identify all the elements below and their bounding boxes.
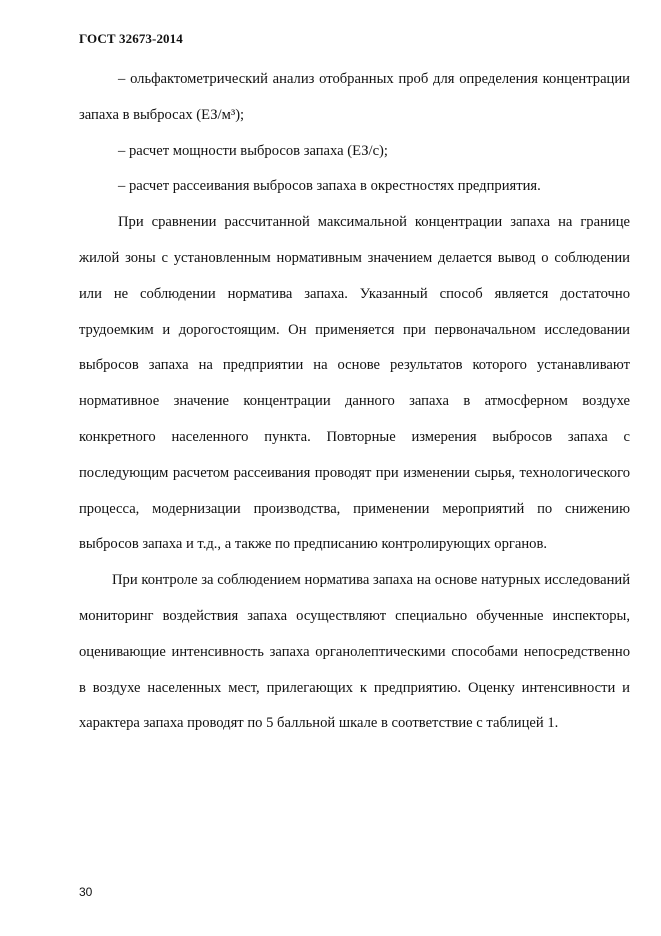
list-item-emission-rate: – расчет мощности выбросов запаха (ЕЗ/с); [118, 142, 388, 159]
document-body [79, 62, 630, 742]
paragraph-comparison: При сравнении рассчитанной максимальной концентрации запаха на границе жилой зоны с установленным нормативным значением делается вывод о соблюдении или не соблюдении норматива запаха. Указанный способ является достаточно трудоемким и дорогостоящим. Он применяется при первоначальном исследовании выбросов запаха на предприятии на основе результатов которого устанавливают нормативное значение концентрации данного запаха в атмосферном воздухе конкретного населенного пункта. Повторные измерения выбросов запаха с последующим расчетом рассеивания проводят при изменении сырья, технологического процесса, модернизации производства, применении мероприятий по снижению выбросов запаха и т.д., а также по предписанию контролирующих органов. [79, 214, 630, 553]
paragraph-monitoring: При контроле за соблюдением норматива запаха на основе натурных исследований мониторинг воздействия запаха осуществляют специально обученные инспекторы, оценивающие интенсивность запаха органолептическими способами непосредственно в воздухе населенных мест, прилегающих к предприятию. Оценку интенсивности и характера запаха проводят по 5 балльной шкале в соответствие с таблицей 1. [79, 572, 630, 732]
page-number: 30 [79, 885, 93, 899]
document-header: ГОСТ 32673-2014 [79, 31, 183, 46]
list-item-olfactometric-analysis: – ольфактометрический анализ отобранных проб для определения концентрации запаха в выбросах (ЕЗ/м³); [79, 71, 630, 123]
list-item-dispersion-calculation: – расчет рассеивания выбросов запаха в окрестностях предприятия. [118, 178, 541, 195]
